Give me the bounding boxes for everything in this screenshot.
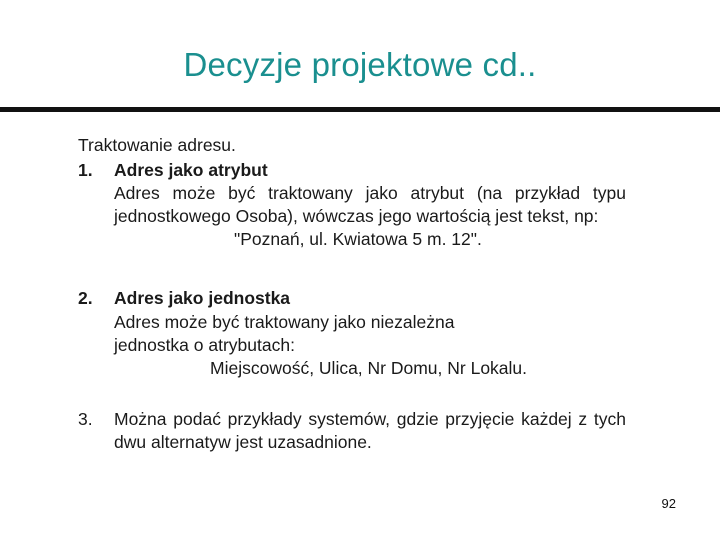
slide-content <box>78 134 638 454</box>
list-item-body: Można podać przykłady systemów, gdzie przyjęcie każdej z tych dwu alternatyw jest uzasadnione. <box>114 408 626 452</box>
attribute-list: Miejscowość, Ulica, Nr Domu, Nr Lokalu. <box>210 357 528 378</box>
list-item-2 <box>78 287 638 379</box>
list-item-heading: Adres jako atrybut <box>114 160 268 181</box>
list-item-1 <box>78 159 638 251</box>
page-number: 92 <box>661 496 676 511</box>
list-item-body: Adres może być traktowany jako atrybut (na przykład typu jednostkowego Osoba), wówczas jego wartością jest tekst, np: <box>114 183 626 227</box>
address-example: "Poznań, ul. Kwiatowa 5 m. 12". <box>234 229 482 250</box>
title-divider <box>0 107 720 112</box>
list-item-3 <box>78 408 638 454</box>
list-item-heading: Adres jako jednostka <box>114 288 291 309</box>
list-item-number: 1. <box>78 160 93 181</box>
slide-title: Decyzje projektowe cd.. <box>183 46 537 83</box>
list-item-number: 3. <box>78 408 93 429</box>
intro-text: Traktowanie adresu. <box>78 135 236 155</box>
list-item-body: Adres może być traktowany jako niezależna jednostka o atrybutach: <box>114 311 455 355</box>
list-item-number: 2. <box>78 288 93 309</box>
